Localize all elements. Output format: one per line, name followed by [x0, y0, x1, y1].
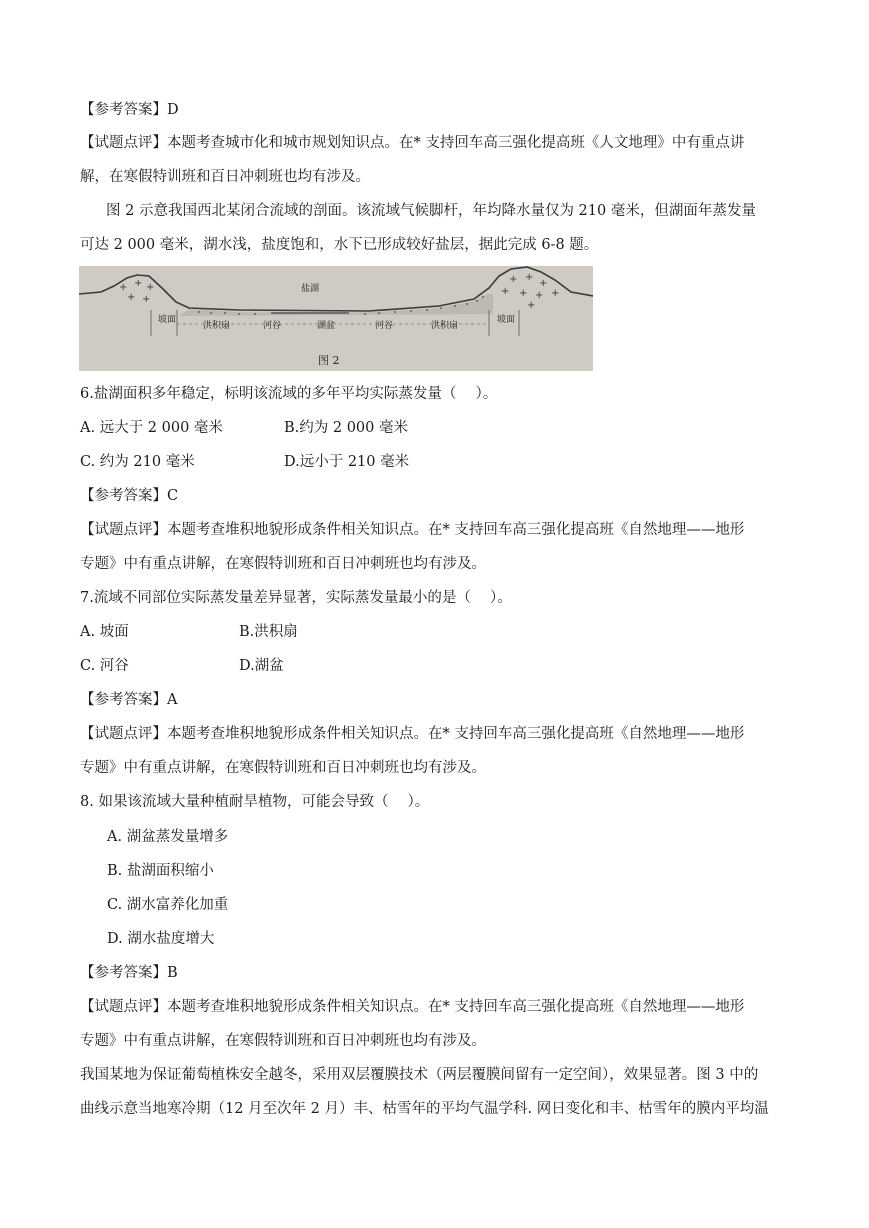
commentary-text: 专题》中有重点讲解，在寒假特训班和百日冲刺班也均有涉及。 [80, 556, 486, 572]
option-8b: B. 盐湖面积缩小 [107, 863, 214, 879]
option-7b: B.洪积扇 [239, 624, 298, 640]
commentary-text: 【试题点评】本题考查堆积地貌形成条件相关知识点。在* 支持回车高三强化提高班《自然地理——地形 [80, 726, 745, 742]
segment-label-slope-left: 坡面 [158, 315, 177, 325]
bedrock-mark: + [527, 300, 536, 311]
bedrock-mark: + [539, 278, 548, 289]
segment-label-fan-right: 洪积扇 [431, 321, 459, 331]
segment-label-valley-left: 河谷 [263, 321, 282, 331]
bedrock-mark: + [142, 294, 151, 305]
option-8c: C. 湖水富养化加重 [107, 897, 229, 913]
commentary-text: 解，在寒假特训班和百日冲刺班也均有涉及。 [80, 169, 370, 185]
answer-label: 【参考答案】A [80, 692, 178, 708]
commentary-text: 【试题点评】本题考查堆积地貌形成条件相关知识点。在* 支持回车高三强化提高班《自然地理——地形 [80, 522, 745, 538]
bedrock-mark: + [146, 282, 155, 293]
option-7d: D.湖盆 [239, 658, 284, 674]
question-8: 8. 如果该流域大量种植耐旱植物，可能会导致（ ）。 [80, 794, 430, 810]
bedrock-mark: + [509, 274, 518, 285]
option-8d: D. 湖水盐度增大 [107, 931, 215, 947]
commentary-text: 【试题点评】本题考查城市化和城市规划知识点。在* 支持回车高三强化提高班《人文地理》中有重点讲 [80, 135, 745, 151]
option-6d: D.远小于 210 毫米 [284, 454, 410, 470]
bedrock-mark: + [501, 286, 510, 297]
next-question-intro: 我国某地为保证葡萄植株安全越冬，采用双层覆膜技术（两层覆膜间留有一定空间），效果显著。图 3 中的 [80, 1067, 759, 1083]
bedrock-mark: + [127, 292, 136, 303]
answer-label: 【参考答案】C [80, 488, 179, 504]
question-7: 7.流域不同部位实际蒸发量差异显著，实际蒸发量最小的是（ ）。 [80, 590, 512, 606]
figure-caption: 图 2 [318, 354, 340, 367]
option-8a: A. 湖盆蒸发量增多 [107, 829, 229, 845]
commentary-text: 专题》中有重点讲解，在寒假特训班和百日冲刺班也均有涉及。 [80, 1033, 486, 1049]
segment-label-fan-left: 洪积扇 [203, 321, 231, 331]
bedrock-mark: + [535, 290, 544, 301]
bedrock-mark: + [525, 272, 534, 283]
bedrock-mark: + [134, 278, 143, 289]
question-6: 6.盐湖面积多年稳定，标明该流域的多年平均实际蒸发量（ ）。 [80, 386, 498, 402]
bedrock-mark: + [119, 282, 128, 293]
option-7a: A. 坡面 [80, 624, 129, 640]
bedrock-mark: + [551, 288, 560, 299]
basin-profile-diagram [79, 266, 593, 371]
commentary-text: 【试题点评】本题考查堆积地貌形成条件相关知识点。在* 支持回车高三强化提高班《自然地理——地形 [80, 999, 745, 1015]
option-7c: C. 河谷 [80, 658, 129, 674]
question-intro: 可达 2 000 毫米，湖水浅，盐度饱和，水下已形成较好盐层，据此完成 6-8 题。 [80, 237, 599, 253]
answer-label: 【参考答案】D [80, 102, 179, 118]
next-question-intro: 曲线示意当地寒冷期（12 月至次年 2 月）丰、枯雪年的平均气温学科. 网日变化和丰、枯雪年的膜内平均温 [80, 1101, 769, 1117]
basin-profile-figure [79, 266, 593, 371]
salt-lake-label: 盐湖 [301, 284, 320, 294]
question-intro: 图 2 示意我国西北某闭合流域的剖面。该流域气候脚杆，年均降水量仅为 210 毫米，但湖面年蒸发量 [106, 203, 756, 219]
option-6c: C. 约为 210 毫米 [80, 454, 195, 470]
commentary-text: 专题》中有重点讲解，在寒假特训班和百日冲刺班也均有涉及。 [80, 760, 486, 776]
option-6a: A. 远大于 2 000 毫米 [80, 420, 223, 436]
bedrock-mark: + [519, 288, 528, 299]
segment-label-slope-right: 坡面 [497, 315, 516, 325]
segment-label-lake-basin: 湖盆 [317, 321, 336, 331]
segment-label-valley-right: 河谷 [375, 321, 394, 331]
answer-label: 【参考答案】B [80, 965, 178, 981]
option-6b: B.约为 2 000 毫米 [284, 420, 408, 436]
bedrock-plus-marks [119, 272, 559, 311]
